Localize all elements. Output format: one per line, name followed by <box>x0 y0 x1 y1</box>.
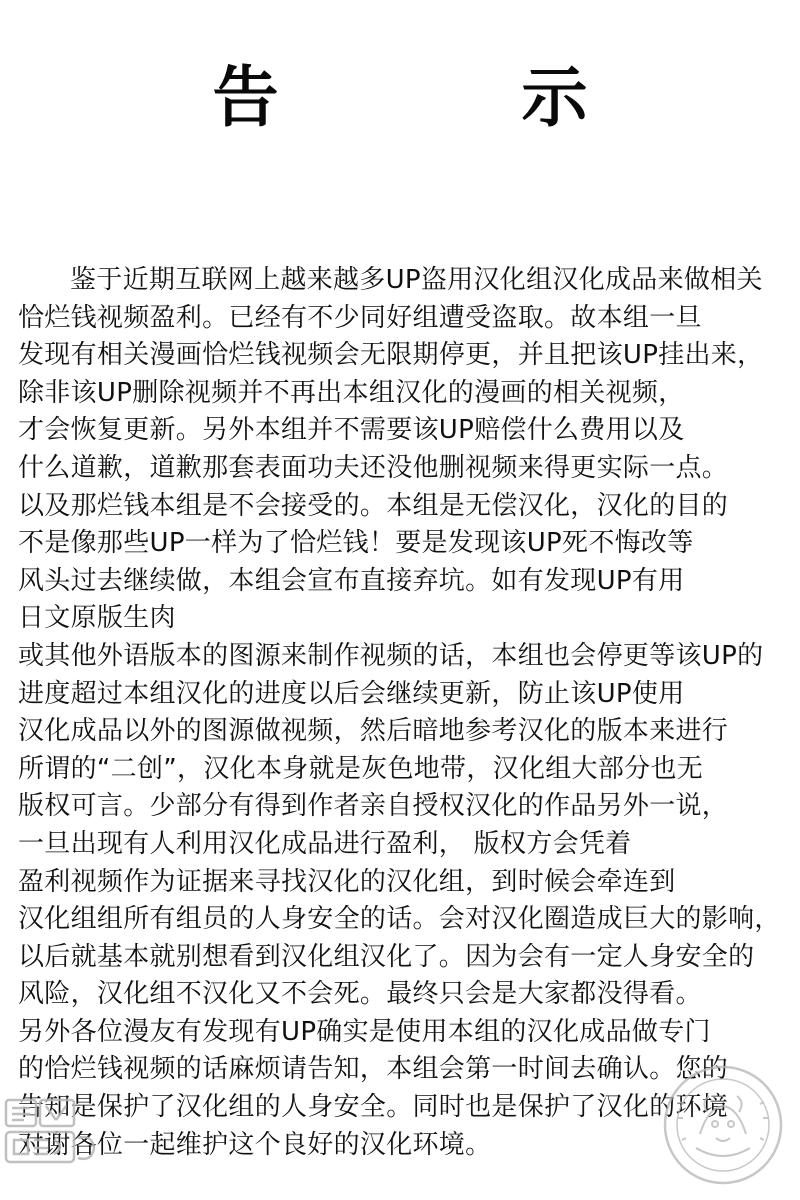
notice-line: 鉴于近期互联网上越来越多UP盗用汉化组汉化成品来做相关 <box>70 265 763 295</box>
notice-line: 或其他外语版本的图源来制作视频的话，本组也会停更等该UP的 <box>18 640 764 671</box>
notice-line: 风头过去继续做，本组会宣布直接弃坑。如有发现UP有用 <box>18 565 685 596</box>
notice-line: 除非该UP删除视频并不再出本组汉化的漫画的相关视频， <box>18 377 685 408</box>
notice-line: 汉化成品以外的图源做视频，然后暗地参考汉化的版本来进行 <box>18 716 729 747</box>
notice-line: 盈利视频作为证据来寻找汉化的汉化组，到时候会牵连到 <box>18 866 676 897</box>
circular-seal-watermark-icon <box>660 1062 786 1188</box>
notice-line: 汉化组组所有组员的人身安全的话。会对汉化圈造成巨大的影响， <box>18 904 781 935</box>
notice-line: 的恰烂钱视频的话麻烦请告知，本组会第一时间去确认。您的 <box>18 1054 729 1085</box>
notice-line: 一旦出现有人利用汉化成品进行盈利， 版权方会凭着 <box>18 828 632 859</box>
notice-title: 告 示 <box>212 59 698 136</box>
notice-line: 以后就基本就别想看到汉化组汉化了。因为会有一定人身安全的 <box>18 941 755 972</box>
notice-line: 恰烂钱视频盈利。已经有不少同好组遭受盗取。故本组一旦 <box>18 302 702 333</box>
notice-line: 另外各位漫友有发现有UP确实是使用本组的汉化成品做专门 <box>18 1016 711 1047</box>
notice-body <box>18 262 800 1164</box>
notice-line: 进度超过本组汉化的进度以后会继续更新，防止该UP使用 <box>18 678 685 709</box>
notice-line: 什么道歉，道歉那套表面功夫还没他删视频来得更实际一点。 <box>18 452 729 483</box>
notice-line: 版权可言。少部分有得到作者亲自授权汉化的作品另外一说， <box>18 791 729 822</box>
notice-line: 才会恢复更新。另外本组并不需要该UP赔偿什么费用以及 <box>18 415 685 446</box>
notice-line: 发现有相关漫画恰烂钱视频会无限期停更，并且把该UP挂出来， <box>18 340 764 371</box>
notice-line: 不是像那些UP一样为了恰烂钱！要是发现该UP死不悔改等 <box>18 528 694 559</box>
notice-line: 以及那烂钱本组是不会接受的。本组是无偿汉化，汉化的目的 <box>18 490 729 521</box>
notice-line: 日文原版生肉 <box>18 603 176 634</box>
site-logo-watermark-icon <box>0 1092 112 1188</box>
notice-line: 所谓的“二创”，汉化本身就是灰色地带，汉化组大部分也无 <box>18 753 704 784</box>
notice-line: 告知是保护了汉化组的人身安全。同时也是保护了汉化的环境 <box>18 1092 729 1123</box>
notice-line: 对谢各位一起维护这个良好的汉化环境。 <box>18 1129 492 1160</box>
notice-line: 风险，汉化组不汉化又不会死。最终只会是大家都没得看。 <box>18 979 702 1010</box>
